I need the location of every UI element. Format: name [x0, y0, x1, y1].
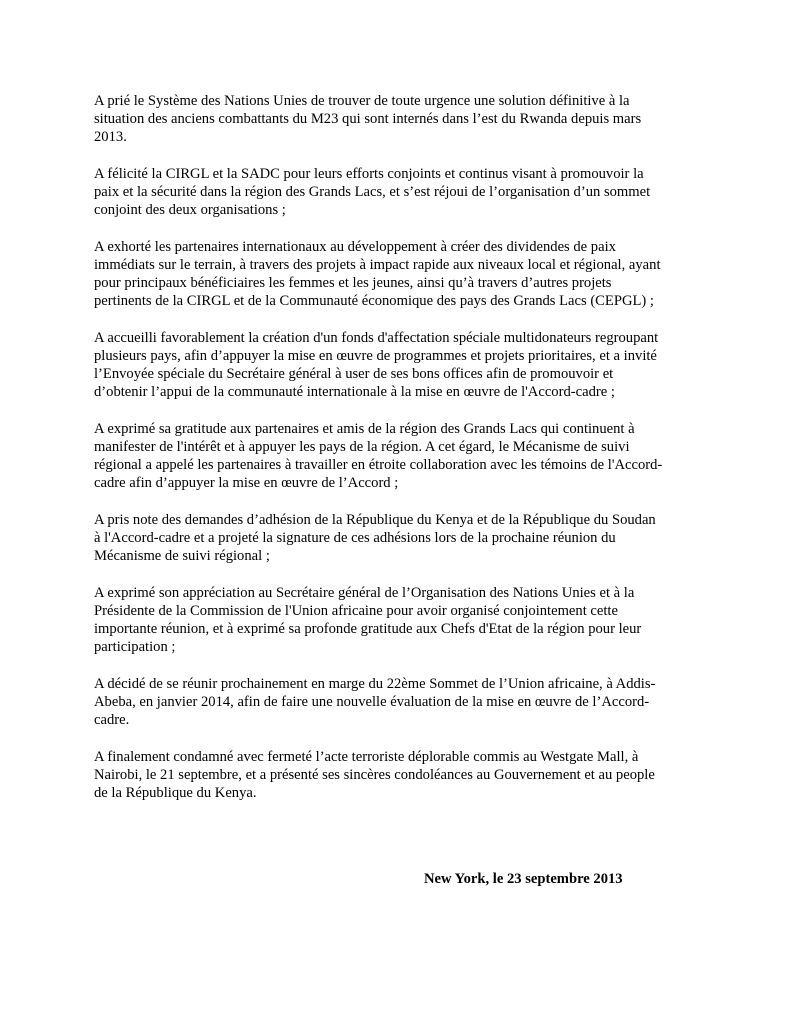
paragraph-westgate-condemnation — [94, 748, 714, 802]
paragraph-line: conjoint des deux organisations ; — [94, 202, 286, 218]
paragraph-kenya-sudan-accession — [94, 511, 714, 565]
paragraph-line: A accueilli favorablement la création d'un fonds d'affectation spéciale multidonateurs regroupant — [94, 330, 659, 346]
paragraph-cirgl-sadc — [94, 165, 714, 219]
paragraph-line: Mécanisme de suivi régional ; — [94, 548, 270, 564]
document-body — [94, 92, 714, 821]
paragraph-line: A décidé de se réunir prochainement en marge du 22ème Sommet de l’Union africaine, à Addis- — [94, 676, 656, 692]
paragraph-trust-fund — [94, 329, 714, 401]
paragraph-gratitude-partners — [94, 420, 714, 492]
paragraph-line: A exhorté les partenaires internationaux au développement à créer des dividendes de paix — [94, 239, 616, 255]
paragraph-line: pertinents de la CIRGL et de la Communauté économique des pays des Grands Lacs (CEPGL) ; — [94, 293, 654, 309]
paragraph-line: immédiats sur le terrain, à travers des projets à impact rapide aux niveaux local et régional, ayant — [94, 257, 661, 273]
paragraph-line: plusieurs pays, afin d’appuyer la mise en œuvre de programmes et projets prioritaires, et a invité — [94, 348, 657, 364]
paragraph-line: cadre afin d’appuyer la mise en œuvre de l’Accord ; — [94, 475, 399, 491]
paragraph-appreciation-secretary-general — [94, 584, 714, 656]
paragraph-m23-combatants — [94, 92, 714, 146]
paragraph-line: à l'Accord-cadre et a projeté la signature de ces adhésions lors de la prochaine réunion du — [94, 530, 616, 546]
paragraph-line: 2013. — [94, 129, 127, 145]
paragraph-line: A pris note des demandes d’adhésion de la République du Kenya et de la République du Soudan — [94, 512, 656, 528]
paragraph-line: l’Envoyée spéciale du Secrétaire général à user de ses bons offices afin de promouvoir et — [94, 366, 614, 382]
paragraph-line: participation ; — [94, 639, 176, 655]
paragraph-line: de la République du Kenya. — [94, 785, 257, 801]
paragraph-line: A prié le Système des Nations Unies de trouver de toute urgence une solution définitive à la — [94, 93, 630, 109]
paragraph-line: Nairobi, le 21 septembre, et a présenté ses sincères condoléances au Gouvernement et au people — [94, 767, 655, 783]
paragraph-line: paix et la sécurité dans la région des Grands Lacs, et s’est réjoui de l’organisation d’un sommet — [94, 184, 651, 200]
paragraph-line: pour principaux bénéficiaires les femmes et les jeunes, ainsi qu’à travers d’autres projets — [94, 275, 612, 291]
paragraph-line: situation des anciens combattants du M23 qui sont internés dans l’est du Rwanda depuis mars — [94, 111, 642, 127]
paragraph-line: A exprimé son appréciation au Secrétaire général de l’Organisation des Nations Unies et à la — [94, 585, 635, 601]
paragraph-next-meeting — [94, 675, 714, 729]
place-and-date-signature: New York, le 23 septembre 2013 — [424, 871, 623, 887]
paragraph-line: Présidente de la Commission de l'Union africaine pour avoir organisé conjointement cette — [94, 603, 618, 619]
paragraph-line: régional a appelé les partenaires à travailler en étroite collaboration avec les témoins de l'Accord- — [94, 457, 663, 473]
paragraph-line: manifester de l'intérêt et à appuyer les pays de la région. A cet égard, le Mécanisme de suivi — [94, 439, 630, 455]
paragraph-line: d’obtenir l’appui de la communauté internationale à la mise en œuvre de l'Accord-cadre ; — [94, 384, 615, 400]
paragraph-line: A exprimé sa gratitude aux partenaires et amis de la région des Grands Lacs qui continuent à — [94, 421, 635, 437]
paragraph-line: cadre. — [94, 712, 130, 728]
paragraph-line: A félicité la CIRGL et la SADC pour leurs efforts conjoints et continus visant à promouvoir la — [94, 166, 644, 182]
paragraph-line: A finalement condamné avec fermeté l’acte terroriste déplorable commis au Westgate Mall, à — [94, 749, 639, 765]
paragraph-peace-dividends — [94, 238, 714, 310]
paragraph-line: importante réunion, et à exprimé sa profonde gratitude aux Chefs d'Etat de la région pour leur — [94, 621, 642, 637]
paragraph-line: Abeba, en janvier 2014, afin de faire une nouvelle évaluation de la mise en œuvre de l’Accord- — [94, 694, 650, 710]
